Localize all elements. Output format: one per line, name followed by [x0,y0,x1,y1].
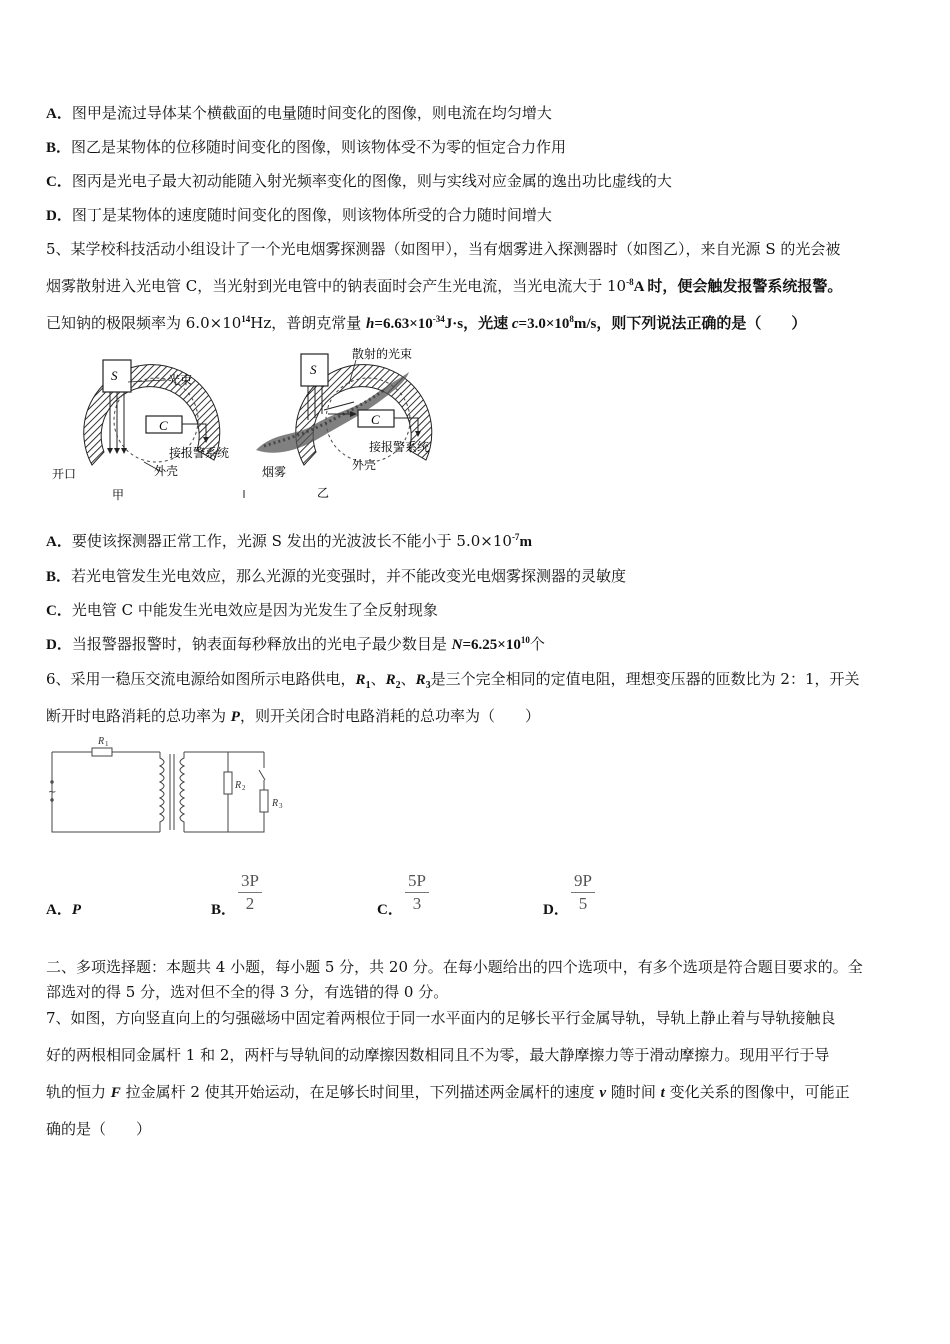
beam-arrow [107,448,113,454]
fraction-numerator: 5P [405,871,429,893]
fraction-denominator: 3 [412,894,422,913]
label-jia: 甲 [112,488,125,502]
q7-text: 确的是（ ） [46,1120,152,1138]
fraction-b [238,871,262,914]
fraction-denominator: 2 [245,894,255,913]
option-text: 光电管 C 中能发生光电效应是因为光发生了全反射现象 [71,601,438,619]
label-ac: ~ [48,787,57,798]
option-text: 图乙是某物体的位移随时间变化的图像，则该物体受不为零的恒定合力作用 [71,138,567,156]
secondary-wire [184,812,264,832]
option-letter: C． [46,603,72,619]
q4-option-c [46,171,672,192]
q6-text: 、 [400,670,416,688]
option-text: 当报警器报警时，钠表面每秒释放出的光电子最少数目是 [71,635,452,653]
q6-option-a [46,899,81,920]
figure-yi [244,346,432,500]
secondary-coil [180,752,184,832]
q5-text: =3.0×10 [518,316,570,332]
primary-coil [160,752,164,832]
exponent: 14 [241,314,251,324]
var-v: v [599,1085,607,1101]
q6-stem-line2 [46,706,540,727]
q5-stem-line2 [46,276,842,297]
switch-blade [259,770,265,780]
beam-arrow [114,448,120,454]
section2-line1 [46,957,863,977]
q5-text: 已知钠的极限频率为 6.0×10 [46,314,242,332]
figure-jia [52,360,229,502]
q6-text: ，则开关闭合时电路消耗的总功率为（ ） [239,707,540,725]
q5-stem-line1 [46,239,840,259]
fraction-denominator: 5 [578,894,588,913]
var-t: t [660,1085,665,1101]
q6-option-c [377,899,403,920]
option-tail: m [519,534,532,550]
option-letter: D． [46,208,72,224]
label-r1-sub: 1 [105,740,109,748]
option-letter: D． [46,637,72,653]
q5-text: =6.63×10 [374,316,433,332]
q5-text: Hz，普朗克常量 [250,314,367,332]
exponent: 8 [569,314,574,324]
q7-text: 轨的恒力 [46,1083,111,1101]
label-c: C [159,418,168,433]
var-r3: R [415,672,426,688]
exponent: -34 [432,314,445,324]
q6-text: 、 [370,670,386,688]
beam-arrow [121,448,127,454]
label-beam: 光束 [168,373,193,387]
var-p: P [230,709,240,725]
option-text: 图丙是光电子最大初动能随入射光频率变化的图像，则与实线对应金属的逸出功比虚线的大 [71,172,672,190]
q5-text: 5、某学校科技活动小组设计了一个光电烟雾探测器（如图甲），当有烟雾进入探测器时（如图乙），来自光源 S 的光会被 [46,240,841,258]
label-r2: R [235,780,242,791]
q6-stem-line1 [46,669,859,696]
var-n: N [451,637,463,653]
q4-option-a [46,103,552,124]
option-text: 若光电管发生光电效应，那么光源的光变强时，并不能改变光电烟雾探测器的灵敏度 [71,567,627,585]
q7-text: 变化关系的图像中，可能正 [664,1083,850,1101]
resistor-r2 [224,772,232,794]
q7-stem-line1 [46,1008,836,1028]
q5-text: A 时，便会触发报警系统报警。 [633,279,843,295]
q7-stem-line3 [46,1082,850,1103]
option-text: =6.25×10 [462,637,521,653]
label-s: S [111,368,118,383]
q4-option-d [46,205,552,226]
q5-option-c [46,600,438,621]
label-r1: R [98,736,105,747]
option-text: 要使该探测器正常工作，光源 S 发出的光波波长不能小于 5.0×10 [71,532,512,550]
resistor-r3 [260,790,268,812]
subscript: 3 [425,680,431,691]
q5-text: 烟雾散射进入光电管 C，当光射到光电管中的钠表面时会产生光电流，当光电流大于 10 [46,277,627,295]
option-text: 图甲是流过导体某个横截面的电量随时间变化的图像，则电流在均匀增大 [71,104,552,122]
label-shell: 外壳 [352,458,377,472]
q7-text: 好的两根相同金属杆 1 和 2，两杆与导轨间的动摩擦因数相同且不为零，最大静摩擦力等于滑动摩擦力。现用平行于导 [46,1046,830,1064]
label-alarm: 接报警系统 [369,440,430,454]
q5-option-a [46,531,532,552]
q4-option-b [46,137,566,158]
fraction-d [571,871,595,914]
var-c: c [511,316,519,332]
exponent: -7 [511,532,520,542]
q6-text: 断开时电路消耗的总功率为 [46,707,231,725]
q5-stem-line3 [46,313,806,334]
option-letter: A． [46,106,72,122]
option-letter: C． [46,174,72,190]
q5-text: m/s，则下列说法正确的是（ ） [573,316,807,332]
transformer-circuit [44,732,294,838]
q5-text: J·s，光速 [444,316,512,332]
option-text: 图丁是某物体的速度随时间变化的图像，则该物体所受的合力随时间增大 [71,206,552,224]
var-h: h [366,316,375,332]
option-letter: D． [543,902,569,918]
option-value: P [71,902,82,918]
q7-text: 随时间 [606,1083,661,1101]
resistor-r1 [92,748,112,756]
q7-text: 拉金属杆 2 使其开始运动，在足够长时间里，下列描述两金属杆的速度 [120,1083,600,1101]
section2-text: 部选对的得 5 分，选对但不全的得 3 分，有选错的得 0 分。 [46,983,449,1001]
q6-option-b [211,899,236,920]
subscript: 1 [365,680,371,691]
q6-option-d [543,899,569,920]
label-c: C [371,412,380,427]
var-r2: R [385,672,396,688]
q6-text: 6、采用一稳压交流电源给如图所示电路供电， [46,670,356,688]
var-r1: R [355,672,366,688]
label-opening: 开口 [52,467,77,481]
option-letter: A． [46,534,72,550]
label-shell: 外壳 [154,464,179,478]
var-f: F [110,1085,121,1101]
primary-wire [52,752,160,832]
label-yi: 乙 [317,486,330,500]
label-r3: R [272,798,279,809]
exponent: -8 [626,277,634,287]
exponent: 10 [520,635,530,645]
section2-line2 [46,982,448,1002]
label-r3-sub: 3 [279,802,283,810]
q6-text: 是三个完全相同的定值电阻，理想变压器的匝数比为 2：1，开关 [430,670,860,688]
q7-stem-line4 [46,1119,151,1139]
q5-option-d [46,634,545,655]
q7-stem-line2 [46,1045,829,1065]
subscript: 2 [395,680,401,691]
q5-option-b [46,566,626,587]
label-alarm: 接报警系统 [169,446,230,460]
option-letter: C． [377,902,403,918]
option-letter: B． [211,902,237,918]
fraction-numerator: 3P [238,871,262,893]
section2-text: 二、多项选择题：本题共 4 小题，每小题 5 分，共 20 分。在每小题给出的四个选项中，有多个选项是符合题目要求的。全 [46,958,863,976]
label-scattered: 散射的光束 [352,347,413,361]
label-r2-sub: 2 [242,784,246,792]
label-smoke: 烟雾 [262,465,287,479]
option-tail: 个 [529,635,545,653]
option-letter: B． [46,140,72,156]
q7-text: 7、如图，方向竖直向上的匀强磁场中固定着两根位于同一水平面内的足够长平行金属导轨，导轨上静止着与导轨接触良 [46,1009,836,1027]
fraction-c [405,871,429,914]
fraction-numerator: 9P [571,871,595,893]
smoke-detector-figure [44,340,444,510]
label-s: S [310,362,317,377]
option-letter: A． [46,902,72,918]
option-letter: B． [46,569,72,585]
